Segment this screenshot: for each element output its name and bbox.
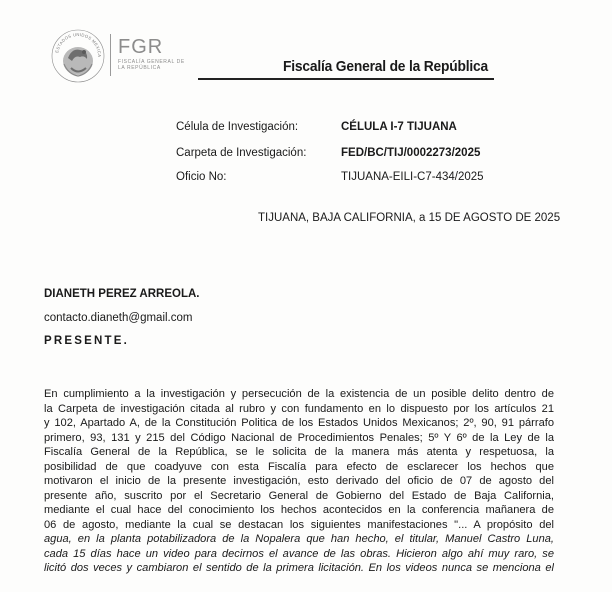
quoted-line: cada 15 días hace un video para decirnos el avance de las obras. Hicieron algo ahí muy raro, se xyxy=(44,547,554,560)
body-line: mediante el cual hace del conocimiento los hechos acontecidos en la conferencia mañanera de xyxy=(44,504,554,516)
body-paragraph xyxy=(44,387,554,576)
place-date: TIJUANA, BAJA CALIFORNIA, a 15 DE AGOSTO DE 2025 xyxy=(258,212,561,224)
folder-label: Carpeta de Investigación: xyxy=(176,147,307,159)
seal-text: ESTADOS UNIDOS MEXICA xyxy=(54,31,103,58)
body-line: En cumplimiento a la investigación y persecución de la existencia de un posible delito dentro de xyxy=(44,388,554,400)
quoted-line: agua, en la planta potabilizadora de la Nopalera que han hecho, el titular, Manuel Castro Luna, xyxy=(44,533,554,545)
office-value: TIJUANA-EILI-C7-434/2025 xyxy=(341,171,484,183)
body-line: posibilidad de que coadyuve con esta Fiscalía para efecto de esclarecer los hechos que xyxy=(44,460,554,473)
addressee-email[interactable]: contacto.dianeth@gmail.com xyxy=(44,312,193,324)
title-underline xyxy=(198,78,494,80)
body-line: motivaron el inicio de la presente investigación, esto derivado del oficio de 07 de agosto del xyxy=(44,475,554,487)
body-line: y 102, Apartado A, de la Constitución Politica de los Estados Unidos Mexicanos; 2º, 90, 91 párrafo xyxy=(44,417,554,429)
body-line: la Carpeta de investigación citada al rubro y con fundamento en lo dispuesto por los artículos 21 xyxy=(44,402,554,415)
brand-mark: FGR xyxy=(118,36,164,58)
cell-label: Célula de Investigación: xyxy=(176,121,299,133)
office-label: Oficio No: xyxy=(176,171,227,183)
brand-divider xyxy=(110,34,111,76)
addressee-name: DIANETH PEREZ ARREOLA. xyxy=(44,288,200,300)
folder-value: FED/BC/TIJ/0002273/2025 xyxy=(341,147,481,159)
salutation: PRESENTE. xyxy=(44,335,129,347)
body-line: 06 de agosto, mediante la cual se destacan los siguientes manifestaciones "... A propósito del xyxy=(44,518,554,531)
body-line: presente año, suscrito por el Secretario General de Gobierno del Estado de Baja California, xyxy=(44,489,554,502)
body-line: Fiscalía General de la República, se le solicita de la manera más atenta y respetuosa, la xyxy=(44,446,554,458)
cell-value: CÉLULA I-7 TIJUANA xyxy=(341,121,457,133)
brand-subtitle: FISCALÍA GENERAL DE LA REPÚBLICA xyxy=(118,59,185,71)
coat-of-arms-seal xyxy=(50,28,106,84)
quoted-line: licitó dos veces y cambiaron el sentido de la primera licitación. En los videos nunca se menciona el xyxy=(44,562,554,574)
body-line: primero, 93, 131 y 215 del Código Nacional de Procedimientos Penales; 5º Y 6º de la Ley de la xyxy=(44,431,554,444)
institution-title: Fiscalía General de la República xyxy=(283,58,489,75)
